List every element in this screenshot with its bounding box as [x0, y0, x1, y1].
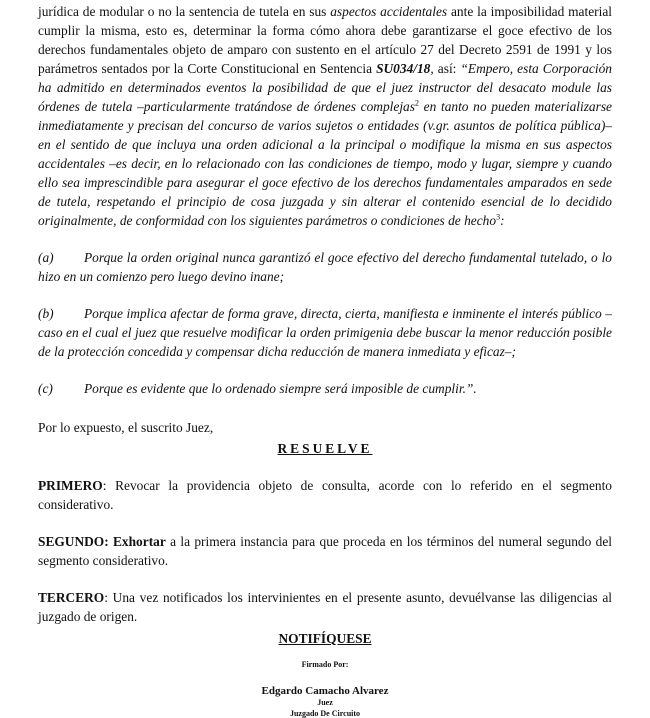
condition-label: (b) — [38, 306, 54, 321]
condition-text: Porque implica afectar de forma grave, directa, cierta, manifiesta e inminente el interés público –caso en el cual el juez que resuelve modificar la orden primigenia debe buscar la menor reducción posible de la protección concedida y compensar dicha reducción de manera inmediata y eficaz–; — [38, 306, 612, 359]
intro-text-b: ante la imposibilidad material cumplir la misma, esto es, determinar la forma cómo ahora debe garantizarse el goce efectivo de los derechos fundamentales objeto de amparo con sustento en el artículo 27 del Decreto 2591 de 1991 y los parámetros sentados por la Corte Constitucional en Sentencia — [38, 4, 613, 76]
resuelve-heading: RESUELVE — [277, 441, 373, 456]
signer-name: Edgardo Camacho Alvarez — [261, 685, 389, 697]
firmado-por-label: Firmado Por: — [301, 660, 349, 669]
quote-end: : — [500, 213, 505, 228]
condition-text: Porque es evidente que lo ordenado siempre será imposible de cumplir.”. — [84, 381, 477, 396]
primero-label: PRIMERO — [38, 478, 103, 493]
primero-text: : Revocar la providencia objeto de consulta, acorde con lo referido en el segmento considerativo. — [38, 478, 612, 512]
sentencia-reference: SU034/18 — [376, 61, 431, 76]
condition-b — [38, 304, 612, 361]
document-page — [38, 0, 612, 718]
segundo-paragraph — [38, 532, 612, 570]
condition-c — [38, 379, 612, 398]
segundo-text: a la primera instancia para que proceda en los términos del numeral segundo del segmento considerativo. — [38, 534, 612, 568]
tercero-label: TERCERO — [38, 590, 105, 605]
segundo-label: SEGUNDO: Exhortar — [38, 534, 166, 549]
intro-paragraph — [38, 2, 612, 230]
footnote-2[interactable]: 2 — [414, 98, 419, 108]
por-lo-expuesto: Por lo expuesto, el suscrito Juez, — [38, 420, 214, 435]
footnote-3[interactable]: 3 — [496, 212, 501, 222]
signer-court: Juzgado De Circuito — [289, 709, 361, 718]
notifiquese-wrap — [38, 629, 612, 648]
signature-block — [38, 660, 612, 718]
condition-label: (a) — [38, 250, 54, 265]
tercero-text: : Una vez notificados los intervinientes en el presente asunto, devuélvanse las diligencias al juzgado de origen. — [38, 590, 612, 624]
primero-paragraph — [38, 476, 612, 514]
intro-text-a: jurídica de modular o no la sentencia de tutela en sus — [38, 4, 331, 19]
condition-a — [38, 248, 612, 286]
quote-text-b: en tanto no pueden materializarse inmediatamente y precisan del concurso de varios sujetos o entidades (v.gr. asuntos de política pública)– en el sentido de que incluya una orden adicional a la principal o modifique la misma en sus aspectos accidentales –es decir, en lo relacionado con las condiciones de tiempo, modo y lugar, siempre y cuando ello sea imprescindible para asegurar el goce efectivo de los derechos fundamentales amparados en sede de tutela, respetando el principio de cosa juzgada y sin alterar el contenido esencial de lo decidido originalmente, de conformidad con los siguientes parámetros o condiciones de hecho — [38, 99, 612, 228]
condition-label: (c) — [38, 381, 53, 396]
notifiquese-heading: NOTIFÍQUESE — [278, 631, 372, 646]
tercero-paragraph — [38, 588, 612, 626]
intro-text-c: , así: — [430, 61, 461, 76]
resuelve-heading-wrap — [38, 439, 612, 458]
quote-text-a: “Empero, esta Corporación ha admitido en determinados eventos la posibilidad de que el juez instructor del desacato module las órdenes de tutela –particularmente tratándose de órdenes complejas — [38, 61, 612, 114]
aspectos-accidentales-emphasis: aspectos accidentales — [330, 4, 448, 19]
condition-text: Porque la orden original nunca garantizó el goce efectivo del derecho fundamental tutelado, o lo hizo en un comienzo pero luego devino inane; — [38, 250, 612, 284]
signer-role: Juez — [317, 698, 333, 707]
